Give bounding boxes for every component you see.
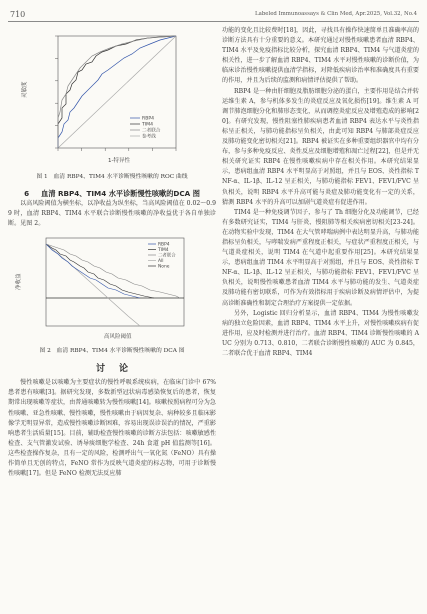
svg-text:None: None bbox=[158, 264, 170, 270]
section6-number: 6 bbox=[24, 189, 30, 198]
figure1-caption: 图 1 血清 RBP4、TIM4 水平诊断慢性咳嗽的 ROC 曲线 bbox=[36, 174, 188, 180]
right-paragraph-4: 另外，Logistic 回归分析显示，血清 RBP4、TIM4 为慢性咳嗽发病的独立危险因素，血清 RBP4、TIM4 水平上升，对慢性咳嗽疾病有促进作用，应及时检测并进行治疗。血清 RBP4、TIM4 诊断慢性咳嗽的 AUC 分别为 0.713、0.810，二者联合诊断慢性咳嗽的 AUC 为 0.845，二者联合优于血清 RBP4、TIM4 bbox=[222, 309, 419, 357]
svg-text:TIM4: TIM4 bbox=[158, 248, 169, 254]
section6-paragraph: 以高风险阈值为横坐标，以净收益为纵坐标，当高风险阈值在 0.02～0.99 时，血清 RBP4、TIM4 水平联合诊断慢性咳嗽的净收益优于各自单独诊断。见图 2。 bbox=[8, 200, 216, 228]
roc-figure bbox=[8, 28, 216, 171]
dca-figure bbox=[8, 232, 216, 345]
right-paragraph-1: 功能的变化且比较费时[18]，因此，寻找具有操作快速简单且准确率高的诊断方法具有十分重要的意义。本研究通过对慢性咳嗽患者血清 RBP4、TIM4 水平及免疫指标比较分析，探究血清 RBP4、TIM4 与气道炎症的相关性，进一步了解血清 RBP4、TIM4 水平对慢性咳嗽的诊断价值，为临床诊治慢性咳嗽提供血清学指标，对降低疾病诊治率和准确度具有重要的作用，并且为后续的监测和病情评估提供了帮助。 bbox=[222, 27, 419, 85]
discussion-paragraph: 慢性咳嗽是以咳嗽为主要症状的慢性呼吸系统疾病，在临床门诊中 67%患者患有咳嗽[3]。据研究发现，多数新型冠状病毒感染恢复后的患者，恢复期常出现咳嗽等症状，由普通咳嗽转为慢性咳嗽[14]。咳嗽按照病程可分为急性咳嗽、亚急性咳嗽、慢性咳嗽，慢性咳嗽由于病因复杂、病种较多且临床影像学无明显异常，造成慢性咳嗽诊断困难，容易出现误诊误治的情况，严重影响患者生活质量[15]。目前，辅助检查慢性咳嗽的诊断方法包括：咳嗽敏感性检查、支气管激发试验、诱导痰细胞学检查、24h 食道 pH 值监测等[16]。这些检查操作复杂，且有一定的风险，检测呼出气一氧化氮（FeNO）具有操作简单且无创的特点，FeNO 常作为反映气道炎症的标志物，可用于诊断慢性咳嗽[17]。但是 FeNO 检测无法反应肺 bbox=[8, 379, 216, 478]
dca-ylabel: 净收益 bbox=[16, 273, 22, 291]
legend-rbp4: RBP4 bbox=[142, 116, 155, 122]
right-paragraph-3: TIM4 是一种免疫调节因子，参与了 Th 细胞分化及功能调节，已经有多数研究证实，TIM4 与肝炎、慢阻肺等相关疾病密切相关[23-24]。在动物实验中发现，TIM4 在大气管哮喘病例中表达明显升高，与肺功能指标呈负相关，与哮喘发病严重程度正相关，与症状严重程度正相关，与气道炎症相关，说明 TIM4 在气道中起重要作用[25]。本研究结果显示，患病组血清 TIM4 水平明显高于对照组，并且与 EOS、炎性指标 TNF-α、IL-1β、IL-12 呈正相关，与肺功能指标 FEV1、FEV1/FVC 呈负相关，说明慢性咳嗽患者血清 TIM4 水平与肺功能的发生、气道炎症及肺功能有密切联系，可作为有效指标用于疾病诊断及病情评估中，为提高诊断准确性和制定合理治疗方案提供一定依据。 bbox=[222, 208, 419, 307]
figure2-caption: 图 2 血清 RBP4、TIM4 水平诊断慢性咳嗽的 DCA 图 bbox=[39, 348, 185, 355]
roc-xlabel: 1-特异性 bbox=[108, 158, 130, 164]
legend-combined: 二者联合 bbox=[142, 128, 161, 134]
legend-reference: 参考线 bbox=[142, 134, 156, 140]
discussion-heading: 讨论 bbox=[95, 364, 142, 375]
dca-chart bbox=[8, 232, 216, 345]
left-column bbox=[8, 28, 216, 479]
roc-chart bbox=[8, 28, 216, 171]
right-column bbox=[222, 26, 419, 359]
legend-tim4: TIM4 bbox=[142, 122, 154, 128]
section6-title-text: 血清 RBP4、TIM4 水平诊断慢性咳嗽的DCA 图 bbox=[41, 189, 200, 198]
roc-ylabel: 灵敏度 bbox=[22, 81, 28, 98]
svg-text:All: All bbox=[158, 259, 164, 265]
svg-text:RBP4: RBP4 bbox=[158, 242, 170, 248]
svg-text:二者联合: 二者联合 bbox=[158, 253, 176, 259]
journal-running-head: Labeled Immunoassays & Clin Med, Apr.2025, Vol.32, No.4 bbox=[255, 11, 417, 17]
page-number: 710 bbox=[10, 10, 26, 19]
right-paragraph-2: RBP4 是一种由肝细胞及脂肪细胞分泌的蛋白，主要作用是结合并转运维生素 A，参与机体多发生的炎症反应及氧化损伤[19]。维生素 A 可调节肺泡细胞分化和肺形态变化，从而调控炎症反应及增殖造成的影响[20]。有研究发现，慢性阻塞性肺疾病患者血清 RBP4 表达水平与炎性指标呈正相关，与肺功能指标呈负相关，由此可知 RBP4 与肺部炎症反应及肺功能变化密切相关[21]。RBP4 被证实在多种重要组织器官中均有分布，参与多种免疫反应、炎性反应及细胞增殖和凋亡过程[22]，但是并无相关研究证实 RBP4 在慢性咳嗽疾病中存在相关作用。本研究结果显示，患病组血清 RBP4 水平明显高于对照组，并且与 EOS、炎性指标 TNF-α、IL-1β、IL-12 呈正相关，与肺功能指标 FEV1、FEV1/FVC 呈负相关，说明 RBP4 水平升高可能与炎症及肺功能变化有一定的关系，猜测 RBP4 水平的升高可以加剧气道炎症有促进作用。 bbox=[222, 87, 419, 206]
dca-xlabel: 高风险阈值 bbox=[104, 334, 132, 341]
header-rule bbox=[8, 21, 419, 22]
section6-title bbox=[8, 188, 216, 199]
